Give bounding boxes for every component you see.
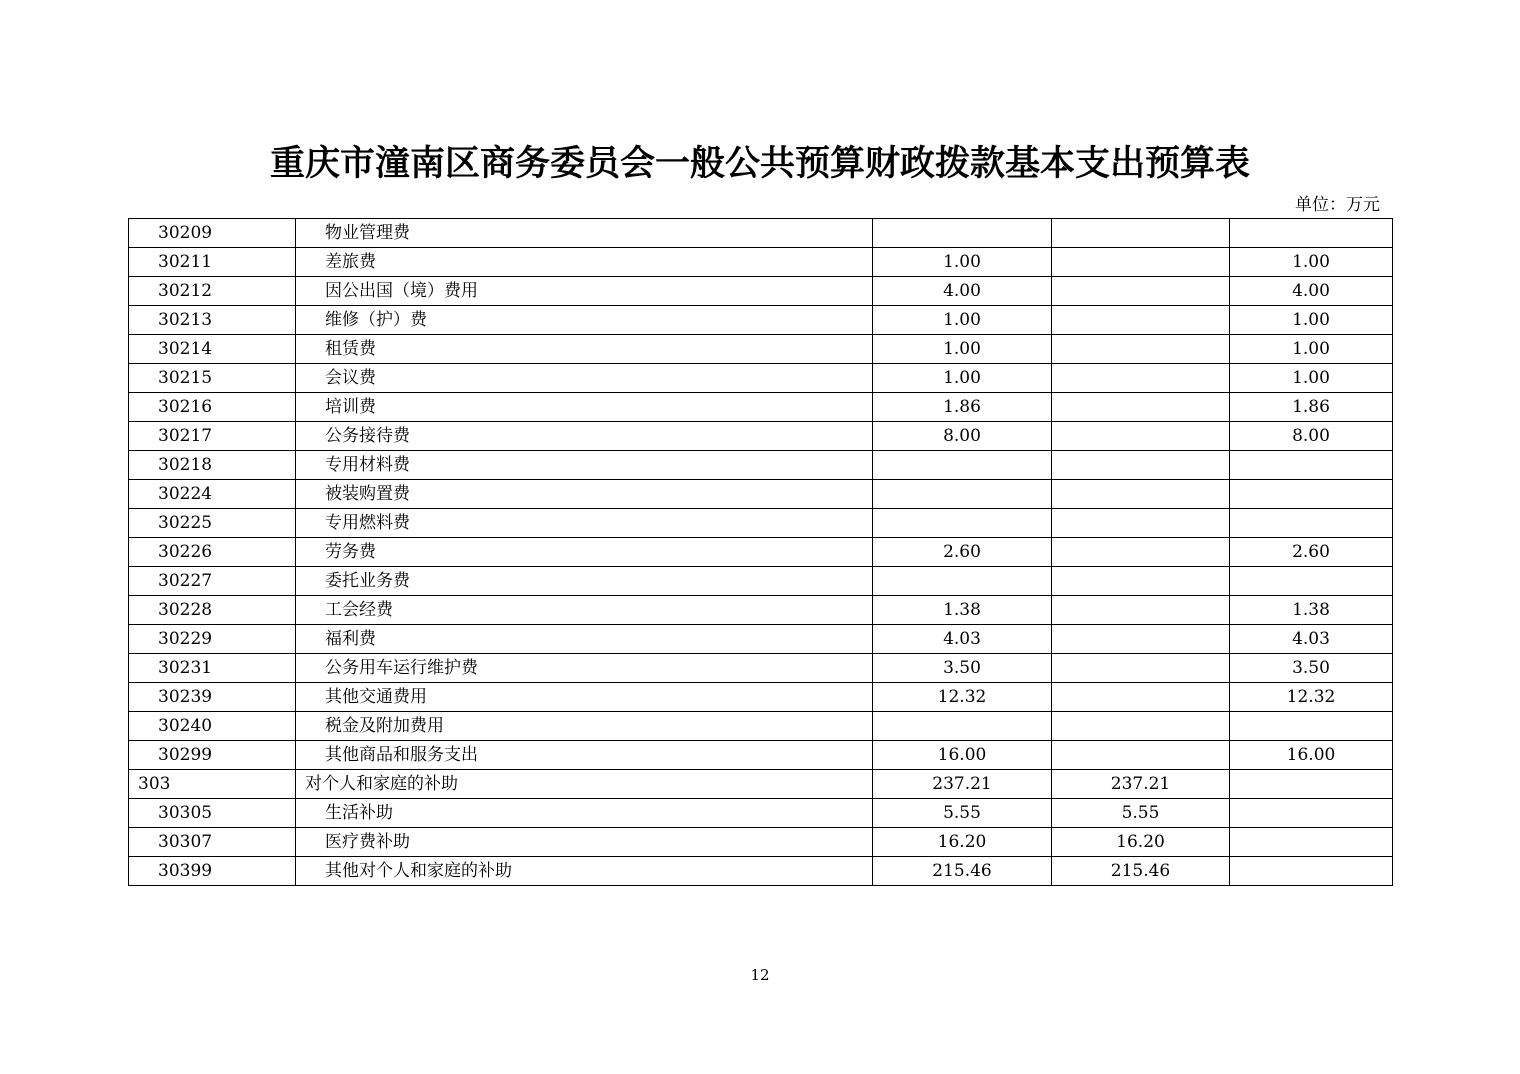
table-row: [129, 683, 1393, 712]
table-row: [129, 219, 1393, 248]
cell-public: 1.38: [1230, 596, 1393, 625]
table-row: [129, 306, 1393, 335]
cell-public: 1.00: [1230, 335, 1393, 364]
cell-personnel: [1052, 509, 1230, 538]
cell-total: 5.55: [873, 799, 1052, 828]
cell-public: 4.03: [1230, 625, 1393, 654]
cell-total: 1.00: [873, 364, 1052, 393]
cell-personnel: [1052, 596, 1230, 625]
page-number: 12: [750, 966, 770, 984]
cell-total: 16.20: [873, 828, 1052, 857]
cell-item-name: 生活补助: [296, 799, 873, 828]
cell-item-name: 委托业务费: [296, 567, 873, 596]
cell-code: 30227: [129, 567, 296, 596]
cell-total: [873, 480, 1052, 509]
cell-public: 1.00: [1230, 364, 1393, 393]
table-row: [129, 770, 1393, 799]
cell-total: 2.60: [873, 538, 1052, 567]
cell-item-name: 租赁费: [296, 335, 873, 364]
cell-personnel: [1052, 538, 1230, 567]
cell-code: 30215: [129, 364, 296, 393]
cell-public: [1230, 219, 1393, 248]
cell-total: 237.21: [873, 770, 1052, 799]
cell-public: [1230, 828, 1393, 857]
table-row: [129, 596, 1393, 625]
cell-personnel: 5.55: [1052, 799, 1230, 828]
cell-item-name: 其他对个人和家庭的补助: [296, 857, 873, 886]
table-row: [129, 451, 1393, 480]
cell-item-name: 其他交通费用: [296, 683, 873, 712]
table-row: [129, 654, 1393, 683]
cell-item-name: 培训费: [296, 393, 873, 422]
table-row: [129, 393, 1393, 422]
cell-total: 4.00: [873, 277, 1052, 306]
cell-code: 30212: [129, 277, 296, 306]
cell-personnel: [1052, 277, 1230, 306]
cell-item-name: 医疗费补助: [296, 828, 873, 857]
table-row: [129, 480, 1393, 509]
budget-table-body: [129, 219, 1393, 886]
cell-item-name: 其他商品和服务支出: [296, 741, 873, 770]
cell-personnel: [1052, 712, 1230, 741]
cell-item-name: 专用燃料费: [296, 509, 873, 538]
table-row: [129, 857, 1393, 886]
cell-total: [873, 219, 1052, 248]
cell-total: 1.00: [873, 248, 1052, 277]
cell-code: 30217: [129, 422, 296, 451]
cell-personnel: [1052, 422, 1230, 451]
cell-total: [873, 712, 1052, 741]
budget-table: [128, 218, 1393, 886]
cell-public: [1230, 857, 1393, 886]
cell-item-name: 维修（护）费: [296, 306, 873, 335]
unit-label: 单位：万元: [1295, 195, 1380, 215]
cell-total: 1.00: [873, 335, 1052, 364]
cell-item-name: 公务用车运行维护费: [296, 654, 873, 683]
cell-item-name: 劳务费: [296, 538, 873, 567]
cell-code: 30209: [129, 219, 296, 248]
cell-code: 30225: [129, 509, 296, 538]
cell-public: [1230, 451, 1393, 480]
cell-public: 3.50: [1230, 654, 1393, 683]
cell-total: 4.03: [873, 625, 1052, 654]
cell-public: 1.00: [1230, 306, 1393, 335]
cell-code: 30240: [129, 712, 296, 741]
cell-code: 303: [129, 770, 296, 799]
table-row: [129, 335, 1393, 364]
cell-personnel: [1052, 654, 1230, 683]
cell-total: 215.46: [873, 857, 1052, 886]
cell-total: 1.86: [873, 393, 1052, 422]
cell-personnel: [1052, 364, 1230, 393]
cell-personnel: [1052, 393, 1230, 422]
cell-item-name: 会议费: [296, 364, 873, 393]
cell-code: 30399: [129, 857, 296, 886]
table-row: [129, 567, 1393, 596]
cell-item-name: 税金及附加费用: [296, 712, 873, 741]
cell-total: 12.32: [873, 683, 1052, 712]
cell-personnel: [1052, 741, 1230, 770]
cell-total: [873, 567, 1052, 596]
cell-public: [1230, 480, 1393, 509]
cell-item-name: 专用材料费: [296, 451, 873, 480]
cell-public: 4.00: [1230, 277, 1393, 306]
cell-code: 30216: [129, 393, 296, 422]
cell-code: 30213: [129, 306, 296, 335]
table-row: [129, 538, 1393, 567]
cell-personnel: [1052, 480, 1230, 509]
cell-code: 30226: [129, 538, 296, 567]
cell-total: 8.00: [873, 422, 1052, 451]
table-row: [129, 828, 1393, 857]
cell-personnel: 215.46: [1052, 857, 1230, 886]
cell-public: 16.00: [1230, 741, 1393, 770]
cell-item-name: 公务接待费: [296, 422, 873, 451]
table-row: [129, 799, 1393, 828]
cell-code: 30224: [129, 480, 296, 509]
cell-public: 1.00: [1230, 248, 1393, 277]
cell-public: [1230, 712, 1393, 741]
cell-total: 3.50: [873, 654, 1052, 683]
cell-public: [1230, 567, 1393, 596]
cell-item-name: 差旅费: [296, 248, 873, 277]
table-row: [129, 712, 1393, 741]
cell-personnel: [1052, 219, 1230, 248]
cell-personnel: 237.21: [1052, 770, 1230, 799]
cell-public: [1230, 770, 1393, 799]
cell-personnel: [1052, 335, 1230, 364]
cell-total: 1.38: [873, 596, 1052, 625]
table-row: [129, 422, 1393, 451]
cell-item-name: 物业管理费: [296, 219, 873, 248]
cell-personnel: [1052, 683, 1230, 712]
cell-code: 30307: [129, 828, 296, 857]
cell-total: 16.00: [873, 741, 1052, 770]
cell-public: 2.60: [1230, 538, 1393, 567]
table-row: [129, 741, 1393, 770]
cell-item-name: 福利费: [296, 625, 873, 654]
cell-code: 30214: [129, 335, 296, 364]
cell-personnel: [1052, 451, 1230, 480]
cell-code: 30239: [129, 683, 296, 712]
cell-personnel: [1052, 625, 1230, 654]
cell-code: 30218: [129, 451, 296, 480]
cell-code: 30231: [129, 654, 296, 683]
table-row: [129, 248, 1393, 277]
cell-total: [873, 509, 1052, 538]
table-row: [129, 364, 1393, 393]
cell-total: 1.00: [873, 306, 1052, 335]
cell-item-name: 因公出国（境）费用: [296, 277, 873, 306]
cell-personnel: 16.20: [1052, 828, 1230, 857]
table-row: [129, 625, 1393, 654]
cell-public: 1.86: [1230, 393, 1393, 422]
cell-code: 30228: [129, 596, 296, 625]
table-row: [129, 277, 1393, 306]
cell-public: 12.32: [1230, 683, 1393, 712]
cell-code: 30211: [129, 248, 296, 277]
cell-total: [873, 451, 1052, 480]
cell-item-name: 工会经费: [296, 596, 873, 625]
table-row: [129, 509, 1393, 538]
cell-personnel: [1052, 248, 1230, 277]
cell-personnel: [1052, 567, 1230, 596]
cell-item-name: 对个人和家庭的补助: [296, 770, 873, 799]
cell-code: 30229: [129, 625, 296, 654]
cell-public: [1230, 799, 1393, 828]
cell-code: 30299: [129, 741, 296, 770]
cell-public: [1230, 509, 1393, 538]
cell-public: 8.00: [1230, 422, 1393, 451]
cell-personnel: [1052, 306, 1230, 335]
cell-item-name: 被装购置费: [296, 480, 873, 509]
page-title: 重庆市潼南区商务委员会一般公共预算财政拨款基本支出预算表: [269, 144, 1250, 184]
cell-code: 30305: [129, 799, 296, 828]
